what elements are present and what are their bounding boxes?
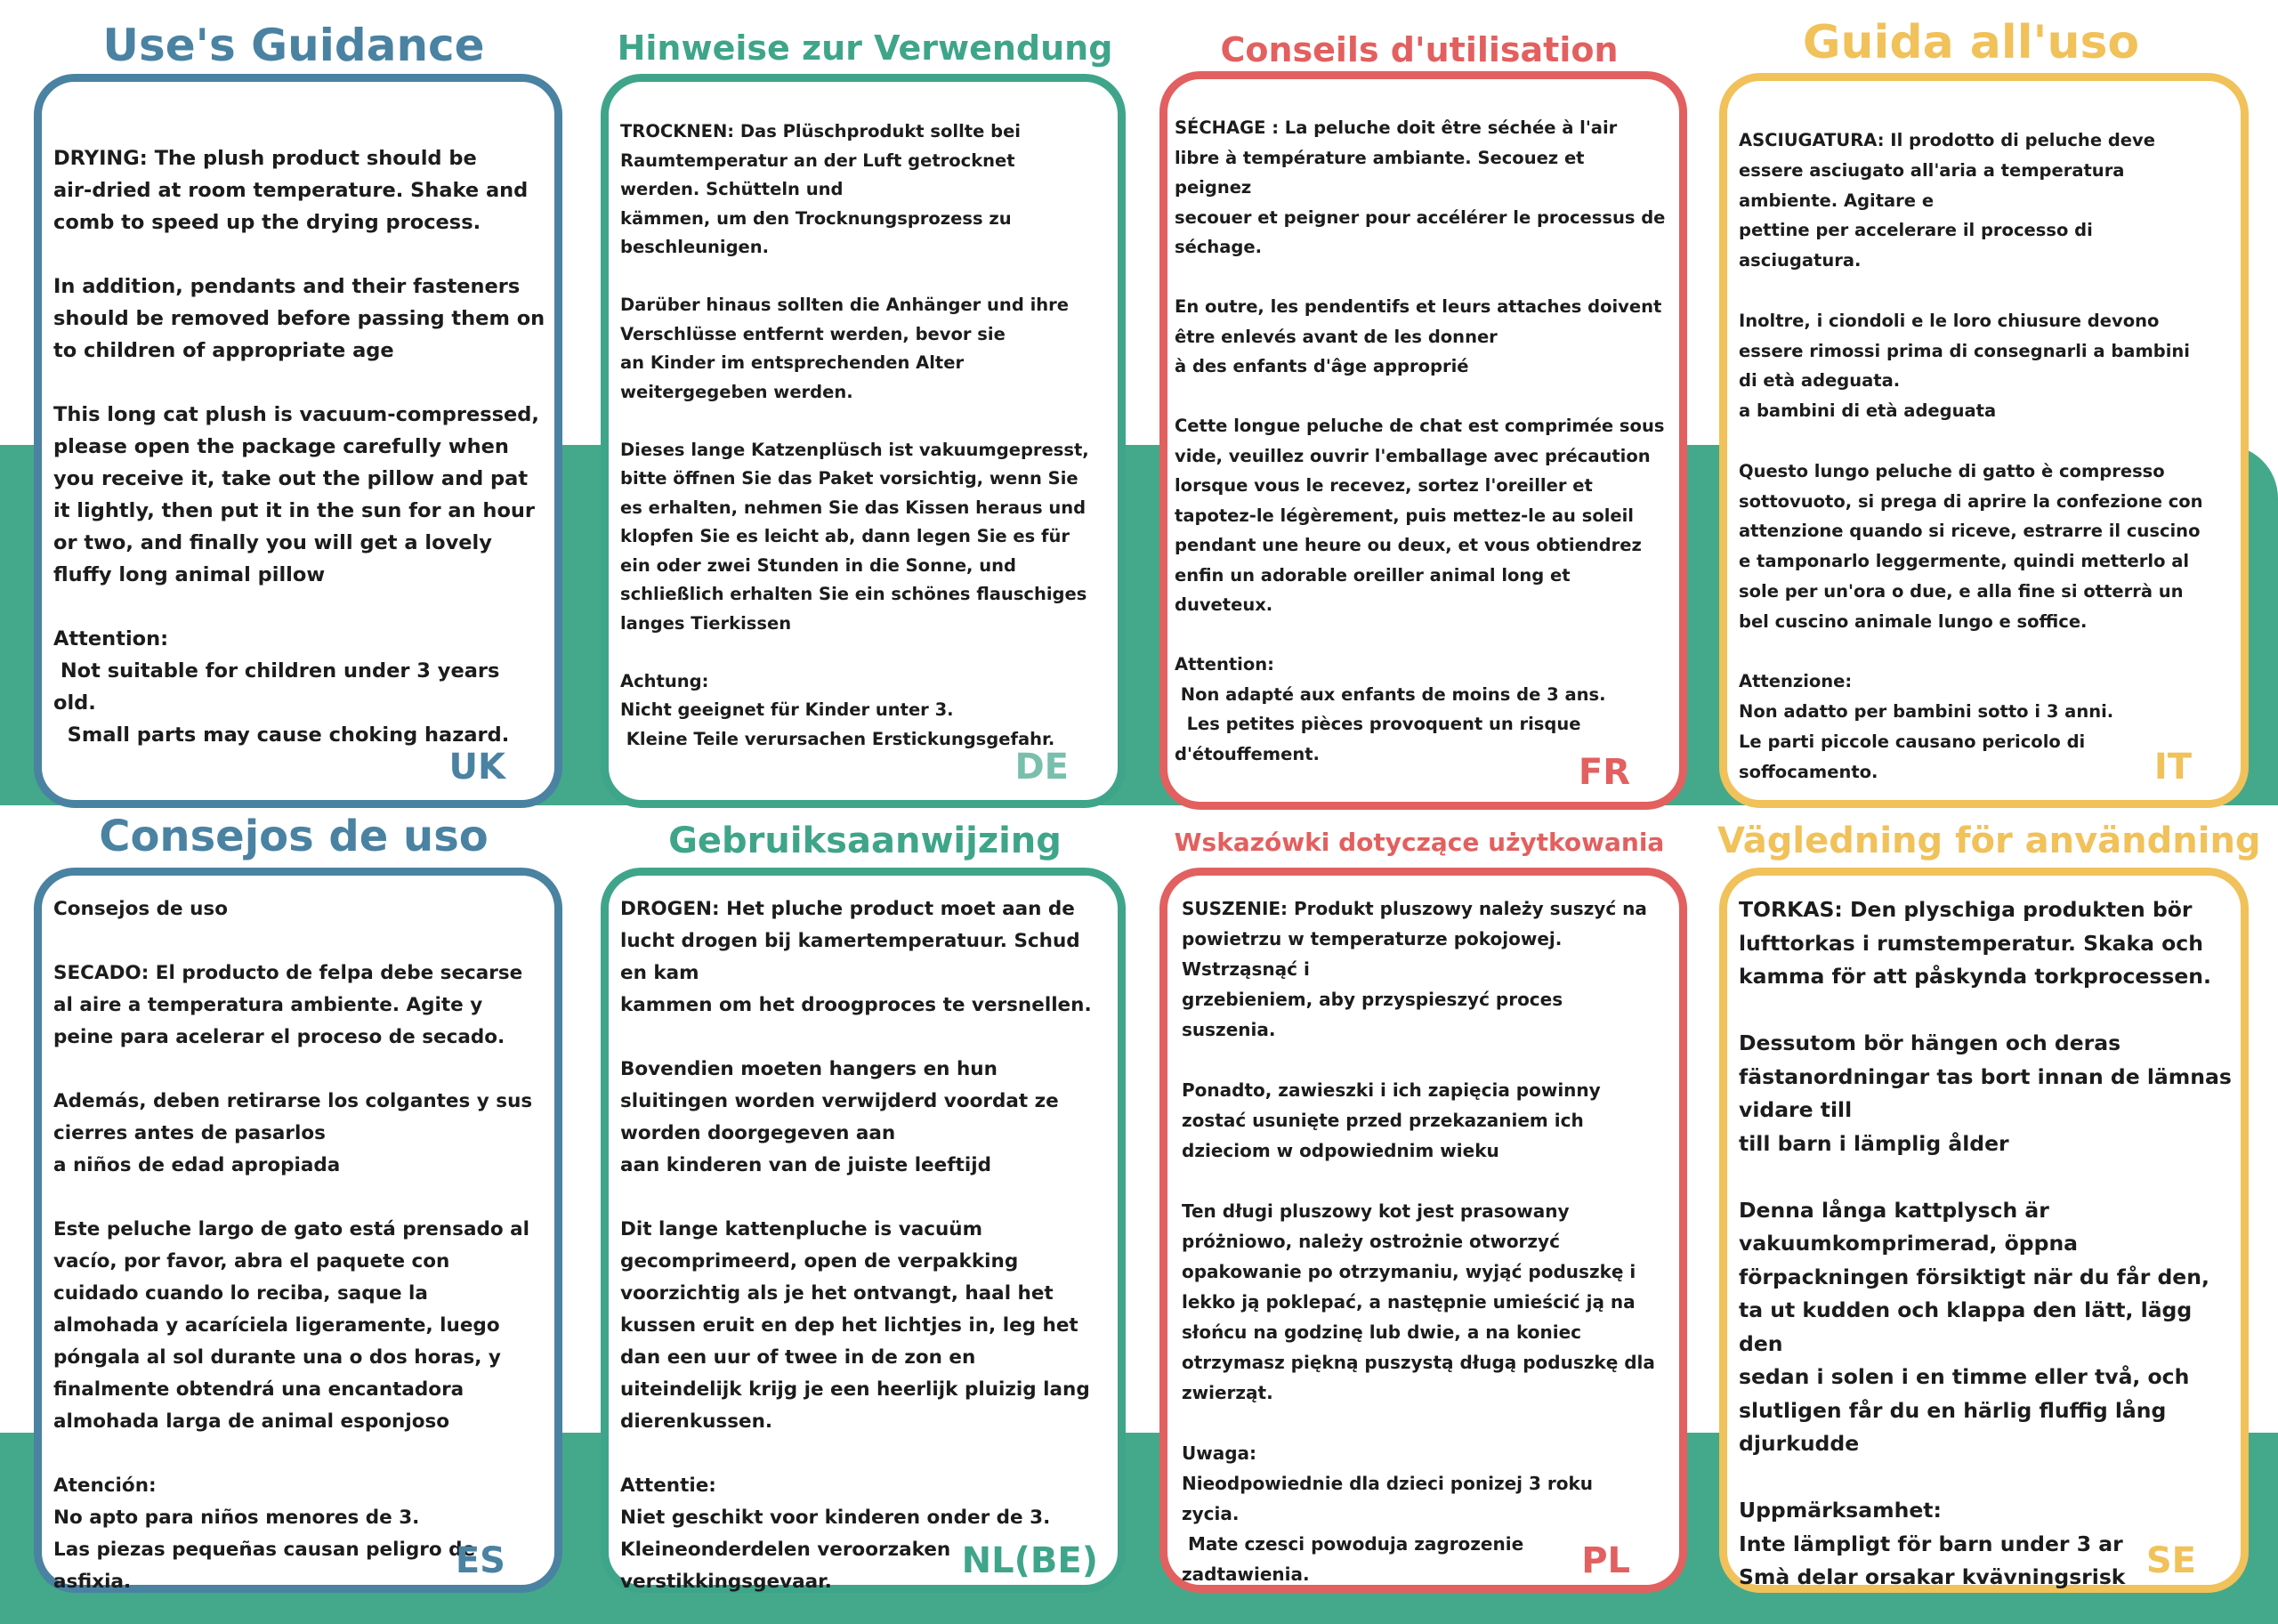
panel-card-de [601,74,1126,808]
language-code-pl: PL [1581,1540,1630,1581]
panel-card-it [1719,73,2249,808]
panel-title-pl: Wskazówki dotyczące użytkowania [1174,828,1665,857]
language-code-se: SE [2145,1540,2196,1581]
panel-card-uk [34,74,562,808]
panel-text-nl: DROGEN: Het pluche product moet aan de lucht drogen bij kamertemperatuur. Schud en kam kammen om het droogproces te versnellen. Bovendien moeten hangers en hun sluitingen worden verwijderd voordat ze worden doorgegeven aan aan kinderen van de juiste leeftijd Dit lange kattenpluche is vacuüm gecomprimeerd, open de verpakking voorzichtig als je het ontvangt, haal het kussen eruit en dep het lichtjes in, leg het dan een uur of twee in de zon en uiteindelijk krijg je een heerlijk pluizig lang dierenkussen. Attentie: Niet geschikt voor kinderen onder de 3. Kleineonderdelen veroorzaken verstikkingsgevaar. [620,898,1092,1593]
panel-card-se [1719,868,2249,1593]
panel-card-fr [1159,71,1687,810]
panel-text-se: TORKAS: Den plyschiga produkten bör lufttorkas i rumstemperatur. Skaka och kamma för att påskynda torkprocessen. Dessutom bör hängen och deras fästanordningar tas bort innan de lämnas vidare till till barn i lämplig ålder Denna långa kattplysch är vakuumkomprimerad, öppna förpackningen försiktigt när du får den, ta ut kudden och klappa den lätt, lägg den sedan i solen i en timme eller två, och slutligen får du en härlig fluffig lång djurkudde Uppmärksamhet: Inte lämpligt för barn under 3 ar Smà delar orsakar kvävningsrisk [1739,897,2232,1589]
panel-title-se: Vägledning för användning [1717,820,2261,861]
panel-title-uk: Use's Guidance [102,20,485,71]
panel-text-uk: DRYING: The plush product should be air-dried at room temperature. Shake and comb to speed up the drying process. In addition, pendants and their fasteners should be removed before passing them on to children of appropriate age This long cat plush is vacuum-compressed, please open the package carefully when you receive it, take out the pillow and pat it lightly, then put it in the sun for an hour or two, and finally you will get a lovely fluffy long animal pillow Attention: Not suitable for children under 3 years old. Small parts may cause choking hazard. [53,147,545,747]
panel-title-fr: Conseils d'utilisation [1220,30,1619,69]
language-code-de: DE [1014,747,1069,788]
panel-title-nl: Gebruiksaanwijzing [668,820,1062,861]
panel-title-it: Guida all'uso [1802,16,2140,69]
panel-text-es: Consejos de uso SECADO: El producto de felpa debe secarse al aire a temperatura ambiente. Agite y peine para acelerar el proceso de secado. Además, deben retirarse los colgantes y sus cierres antes de pasarlos a niños de edad apropiada Este peluche largo de gato está prensado al vacío, por favor, abra el paquete con cuidado cuando lo reciba, saque la almohada y acarícielа ligeramente, luego póngala al sol durante una o dos horas, y finalmente obtendrá una encantadora almohada larga de animal esponjoso Atención: No apto para niños menores de 3. Las piezas pequeñas causan peligro de asfixia. [53,898,533,1593]
panel-title-de: Hinweise zur Verwendung [617,28,1113,68]
language-code-nl-be: NL(BE) [961,1540,1098,1581]
panel-text-fr: SÉCHAGE : La peluche doit être séchée à l'air libre à température ambiante. Secouez et peignez secouer et peigner pour accélérer le processus de séchage. En outre, les pendentifs et leurs attaches doivent être enlevés avant de les donner à des enfants d'âge approprié Cette longue peluche de chat est comprimée sous vide, veuillez ouvrir l'emballage avec précaution lorsque vous le recevez, sortez l'oreiller et tapotez-le légèrement, puis mettez-le au soleil pendant une heure ou deux, et vous obtiendrez enfin un adorable oreiller animal long et duveteux. Attention: Non adapté aux enfants de moins de 3 ans. Les petites pièces provoquent un risque d'étouffement. [1175,117,1666,764]
language-code-it: IT [2153,747,2192,788]
panel-card-pl [1159,868,1687,1593]
panel-text-de: TROCKNEN: Das Plüschprodukt sollte bei Raumtemperatur an der Luft getrocknet werden. Schütteln und kämmen, um den Trocknungsprozess zu beschleunigen. Darüber hinaus sollten die Anhänger und ihre Verschlüsse entfernt werden, bevor sie an Kinder im entsprechenden Alter weitergegeben werden. Dieses lange Katzenplüsch ist vakuumgepresst, bitte öffnen Sie das Paket vorsichtig, wenn Sie es erhalten, nehmen Sie das Kissen heraus und klopfen Sie es leicht ab, dann legen Sie es für ein oder zwei Stunden in die Sonne, und schließlich erhalten Sie ein schönes flauschiges langes Tierkissen Achtung: Nicht geeignet für Kinder unter 3. Kleine Teile verursachen Erstickungsgefahr. [620,121,1089,749]
panel-card-nl [601,868,1126,1593]
language-code-uk: UK [448,747,505,788]
language-code-es: ES [455,1540,505,1581]
panel-text-it: ASCIUGATURA: Il prodotto di peluche deve essere asciugato all'aria a temperatura ambiente. Agitare e pettine per accelerare il processo di asciugatura. Inoltre, i ciondoli e le loro chiusure devono essere rimossi prima di consegnarli a bambini di età adeguata. a bambini di età adeguata Questo lungo peluche di gatto è compresso sottovuoto, si prega di aprire la confezione con attenzione quando si riceve, estrarre il cuscino e tamponarlo leggermente, quindi metterlo al sole per un'ora o due, e alla fine si otterrà un bel cuscino animale lungo e soffice. Attenzione: Non adatto per bambini sotto i 3 anni. Le parti piccole causano pericolo di soffocamento. [1739,130,2203,782]
panel-title-es: Consejos de uso [99,812,489,861]
panel-card-es [34,868,562,1593]
language-code-fr: FR [1578,752,1630,793]
panel-text-pl: SUSZENIE: Produkt pluszowy należy suszyć na powietrzu w temperaturze pokojowej. Wstrząsnąć i grzebieniem, aby przyspieszyć proces suszenia. Ponadto, zawieszki i ich zapięcia powinny zostać usunięte przed przekazaniem ich dzieciom w odpowiednim wieku Ten długi pluszowy kot jest prasowany próżniowo, należy ostrożnie otworzyć opakowanie po otrzymaniu, wyjąć poduszkę i lekko ją poklepać, a następnie umieścić ją na słońcu na godzinę lub dwie, a na koniec otrzymasz piękną puszystą długą poduszkę dla zwierząt. Uwaga: Nieodpowiednie dla dzieci ponizej 3 roku zycia. Mate czesci powoduja zagrozenie zadtawienia. [1182,898,1655,1585]
